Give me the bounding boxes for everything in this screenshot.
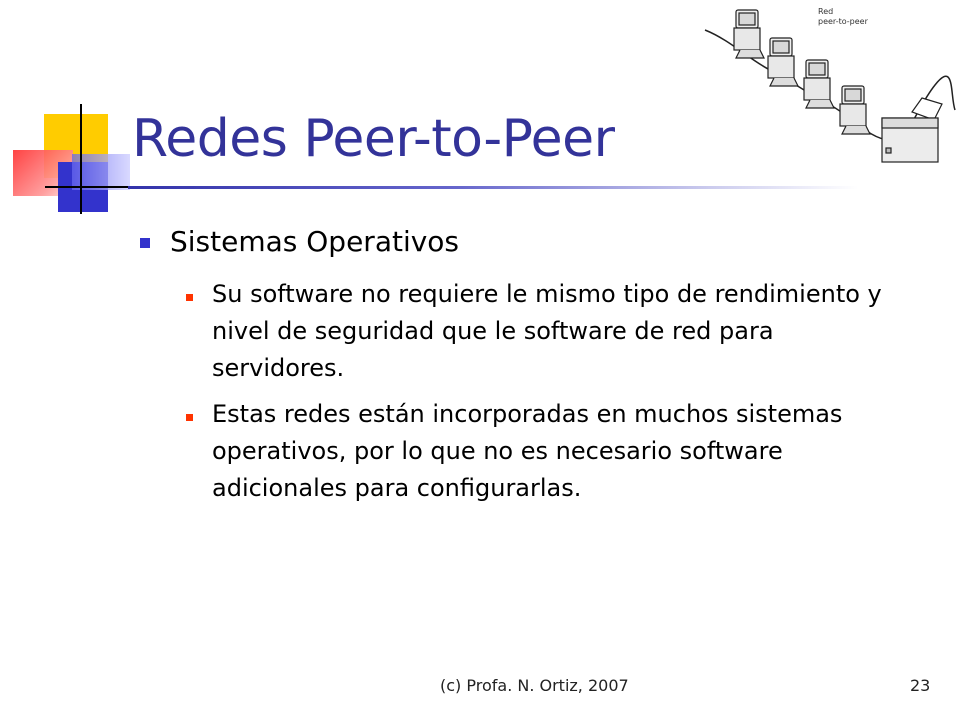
sub-bullet-marker: [186, 414, 193, 421]
sub-bullet-redes: Estas redes están incorporadas en muchos sistemas operativos, por lo que no es necesario software adicionales para configurarlas.: [212, 400, 843, 502]
slide-title: Redes Peer-to-Peer: [132, 109, 615, 169]
slide-page-number: 23: [910, 676, 931, 695]
slide-footer: (c) Profa. N. Ortiz, 2007: [440, 676, 629, 695]
sub-bullet-software: Su software no requiere le mismo tipo de rendimiento y nivel de seguridad que le software de red para servidores.: [212, 280, 882, 382]
svg-text:Red: Red: [818, 7, 834, 16]
sub-bullet-marker: [186, 294, 193, 301]
bullet-marker: [140, 238, 150, 248]
svg-text:peer-to-peer: peer-to-peer: [818, 17, 868, 26]
bullet-sistemas-operativos: Sistemas Operativos: [170, 225, 460, 258]
